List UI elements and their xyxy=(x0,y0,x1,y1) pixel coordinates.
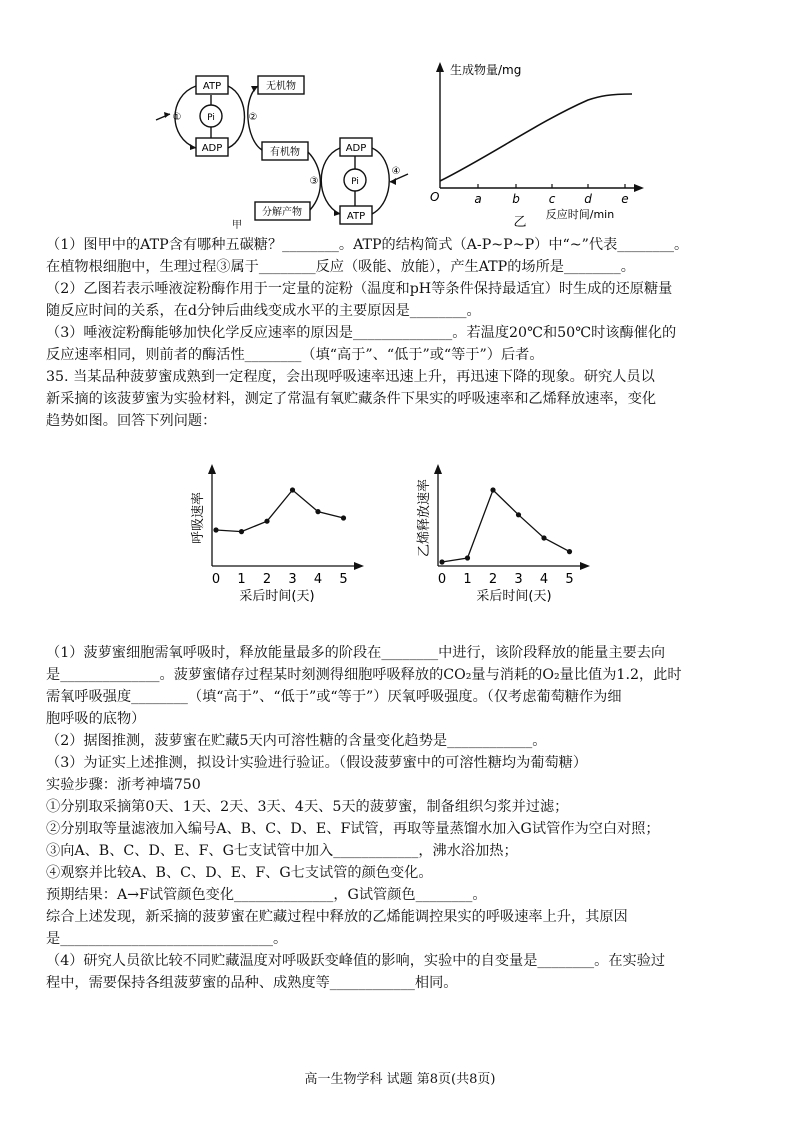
eth-xtick-2: 2 xyxy=(488,572,498,587)
resp-xtick-1: 1 xyxy=(237,572,246,587)
text-line-08: 新采摘的该菠萝蜜为实验材料，测定了常温有氧贮藏条件下果实的呼吸速率和乙烯释放速率，变化 xyxy=(46,391,657,407)
graph-yi-xlabel: 反应时间/min xyxy=(545,208,615,221)
eth-xtick-1: 1 xyxy=(463,572,472,587)
graph-yi-tick-d: d xyxy=(584,192,592,206)
text-line-06: 反应速率相同，则前者的酶活性________（填“高于”、“低于”或“等于”）后者。 xyxy=(46,347,544,363)
text-line-25: 程中，需要保持各组菠萝蜜的品种、成熟度等____________相同。 xyxy=(46,975,458,991)
text-line-19: ③向A、B、C、D、E、F、G七支试管中加入____________，沸水浴加热； xyxy=(46,843,518,859)
graph-yi-tick-c: c xyxy=(548,192,556,206)
resp-xtick-2: 2 xyxy=(262,572,272,587)
resp-xtick-3: 3 xyxy=(288,572,297,587)
text-line-24: （4）研究人员欲比较不同贮藏温度对呼吸跃变峰值的影响，实验中的自变量是________。在实验过 xyxy=(46,953,666,969)
graph-yi-tick-b: b xyxy=(512,192,520,206)
diagram-num-4: ④ xyxy=(391,166,401,177)
atp-cycle-diagram xyxy=(150,62,420,232)
text-line-18: ②分别取等量滤液加入编号A、B、C、D、E、F试管，再取等量蒸馏水加入G试管作为空白对照； xyxy=(46,821,660,837)
text-line-02: 在植物根细胞中，生理过程③属于________反应（吸能、放能），产生ATP的场所是________。 xyxy=(46,259,635,275)
product-time-graph xyxy=(420,56,650,234)
text-line-10: （1）菠萝蜜细胞需氧呼吸时，释放能量最多的阶段在________中进行，该阶段释放的能量主要去向 xyxy=(46,645,666,661)
text-line-23: 是______________________________。 xyxy=(46,931,288,947)
eth-xtick-0: 0 xyxy=(437,572,447,587)
text-line-12: 需氧呼吸强度________（填“高于”、“低于”或“等于”）厌氧呼吸强度。（仅考虑葡萄糖作为细 xyxy=(46,689,622,705)
text-line-07: 35. 当某品种菠萝蜜成熟到一定程度，会出现呼吸速率迅速上升，再迅速下降的现象。研究人员以 xyxy=(46,369,655,385)
text-line-15: （3）为证实上述推测，拟设计实验进行验证。（假设菠萝蜜中的可溶性糖均为葡萄糖） xyxy=(46,755,588,771)
resp-xtick-4: 4 xyxy=(313,572,323,587)
diagram-num-1: ① xyxy=(172,112,182,123)
graph-yi-ylabel: 生成物量/mg xyxy=(450,63,522,77)
page-footer: 高一生物学科 试题 第8页(共8页) xyxy=(304,1072,496,1087)
eth-xtick-4: 4 xyxy=(539,572,549,587)
diagram-adp-left: ADP xyxy=(201,143,223,154)
eth-xlabel: 采后时间(天) xyxy=(476,589,552,604)
eth-ylabel: 乙烯释放速率 xyxy=(417,478,432,558)
diagram-decomp: 分解产物 xyxy=(262,207,302,218)
graph-yi-caption: 乙 xyxy=(513,215,527,230)
chart-spacer xyxy=(46,432,766,642)
diagram-pi-left: Pi xyxy=(207,113,215,123)
resp-xlabel: 采后时间(天) xyxy=(239,589,315,604)
resp-ylabel: 呼吸速率 xyxy=(191,491,206,545)
question-text xyxy=(46,234,766,994)
resp-xtick-0: 0 xyxy=(211,572,221,587)
text-line-01: （1）图甲中的ATP含有哪种五碳糖？________。ATP的结构简式（A-P~P~P）中“~”代表________。 xyxy=(46,237,689,253)
graph-yi-tick-e: e xyxy=(621,192,629,206)
graph-yi-origin: O xyxy=(430,190,440,204)
text-line-11: 是______________。菠萝蜜储存过程某时刻测得细胞呼吸释放的CO₂量与消耗的O₂量比值为1.2，此时 xyxy=(46,667,682,683)
text-line-20: ④观察并比较A、B、C、D、E、F、G七支试管的颜色变化。 xyxy=(46,865,433,881)
eth-xtick-3: 3 xyxy=(514,572,523,587)
text-line-03: （2）乙图若表示唾液淀粉酶作用于一定量的淀粉（温度和pH等条件保持最适宜）时生成的还原糖量 xyxy=(46,281,673,297)
text-line-04: 随反应时间的关系，在d分钟后曲线变成水平的主要原因是________。 xyxy=(46,303,481,319)
diagram-num-2: ② xyxy=(248,112,258,123)
diagram-inorganic: 无机物 xyxy=(266,81,296,92)
text-line-09: 趋势如图。回答下列问题： xyxy=(46,413,217,429)
text-line-21: 预期结果：A→F试管颜色变化______________，G试管颜色________。 xyxy=(46,887,487,903)
diagram-adp-right: ADP xyxy=(345,143,367,154)
text-line-05: （3）唾液淀粉酶能够加快化学反应速率的原因是______________。若温度20℃和50℃时该酶催化的 xyxy=(46,325,677,341)
diagram-atp-top: ATP xyxy=(202,81,222,92)
text-line-16: 实验步骤：浙考神墙750 xyxy=(46,777,201,793)
text-line-14: （2）据图推测，菠萝蜜在贮藏5天内可溶性糖的含量变化趋势是____________。 xyxy=(46,733,547,749)
diagram-pi-right: Pi xyxy=(351,177,359,187)
diagram-num-3: ③ xyxy=(309,176,319,187)
eth-xtick-5: 5 xyxy=(565,572,574,587)
text-line-22: 综合上述发现，新采摘的菠萝蜜在贮藏过程中释放的乙烯能调控果实的呼吸速率上升，其原因 xyxy=(46,909,628,925)
diagram-atp-right: ATP xyxy=(346,211,366,222)
graph-yi-tick-a: a xyxy=(474,192,482,206)
resp-xtick-5: 5 xyxy=(339,572,348,587)
diagram-organic: 有机物 xyxy=(270,147,300,158)
text-line-17: ①分别取采摘第0天、1天、2天、3天、4天、5天的菠萝蜜，制备组织匀浆并过滤； xyxy=(46,799,569,815)
text-line-13: 胞呼吸的底物） xyxy=(46,711,146,727)
diagram-caption-jia: 甲 xyxy=(232,220,242,231)
